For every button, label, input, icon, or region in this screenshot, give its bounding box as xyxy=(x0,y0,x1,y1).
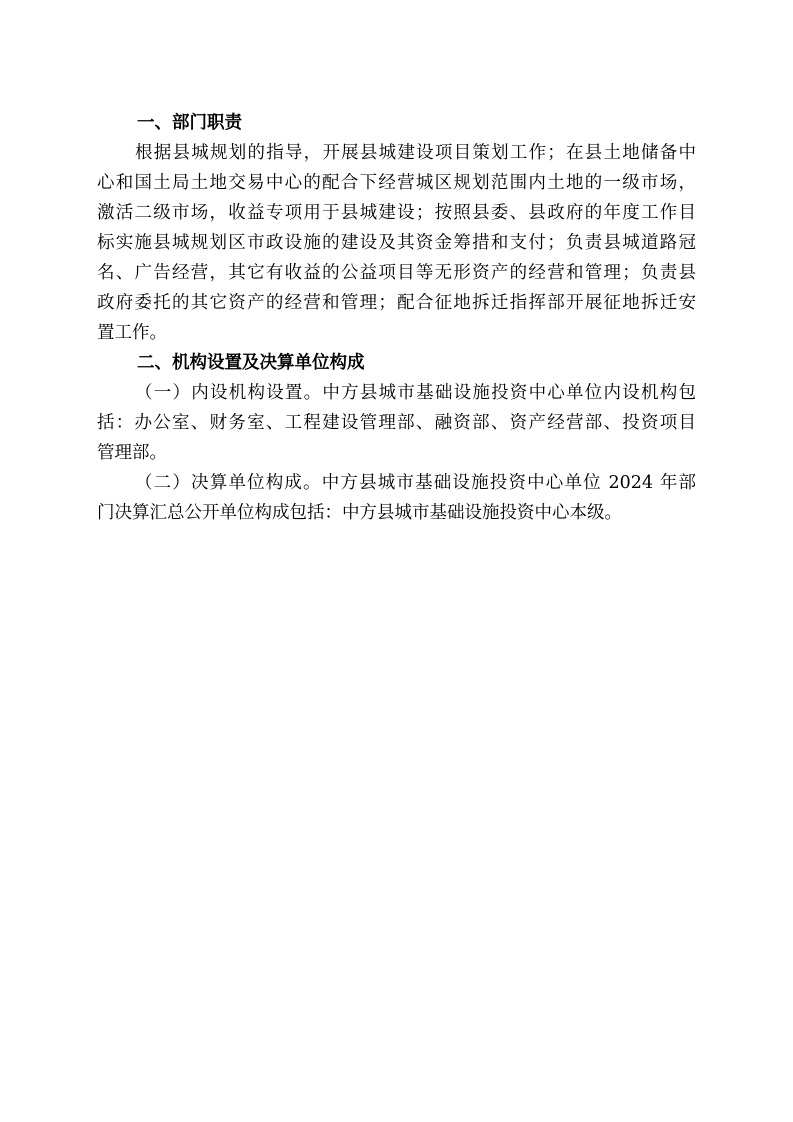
paragraph-line: 置工作。 xyxy=(97,323,167,343)
paragraph-line: 括：办公室、财务室、工程建设管理部、融资部、资产经营部、投资项目 xyxy=(97,413,696,433)
section-heading-department-duties: 一、部门职责 xyxy=(137,113,242,133)
paragraph-line: （一）内设机构设置。中方县城市基础设施投资中心单位内设机构包 xyxy=(135,383,696,403)
paragraph-line: 管理部。 xyxy=(97,443,167,463)
paragraph-line: 心和国土局土地交易中心的配合下经营城区规划范围内土地的一级市场， xyxy=(97,173,696,193)
paragraph-line: 激活二级市场，收益专项用于县城建设；按照县委、县政府的年度工作目 xyxy=(97,203,696,223)
paragraph-line: 根据县城规划的指导，开展县城建设项目策划工作；在县土地储备中 xyxy=(135,143,696,163)
section-heading-organization: 二、机构设置及决算单位构成 xyxy=(137,353,365,373)
paragraph-internal-structure xyxy=(97,378,697,468)
paragraph-line: 名、广告经营，其它有收益的公益项目等无形资产的经营和管理；负责县 xyxy=(97,263,696,283)
paragraph-budget-unit xyxy=(97,468,697,528)
document-page xyxy=(97,108,697,528)
paragraph-line: 政府委托的其它资产的经营和管理；配合征地拆迁指挥部开展征地拆迁安 xyxy=(97,293,696,313)
paragraph-line: （二）决算单位构成。中方县城市基础设施投资中心单位 2024 年部 xyxy=(135,473,696,493)
paragraph-line: 门决算汇总公开单位构成包括：中方县城市基础设施投资中心本级。 xyxy=(97,503,622,523)
paragraph-line: 标实施县城规划区市政设施的建设及其资金筹措和支付；负责县城道路冠 xyxy=(97,233,696,253)
paragraph-department-duties xyxy=(97,138,697,348)
